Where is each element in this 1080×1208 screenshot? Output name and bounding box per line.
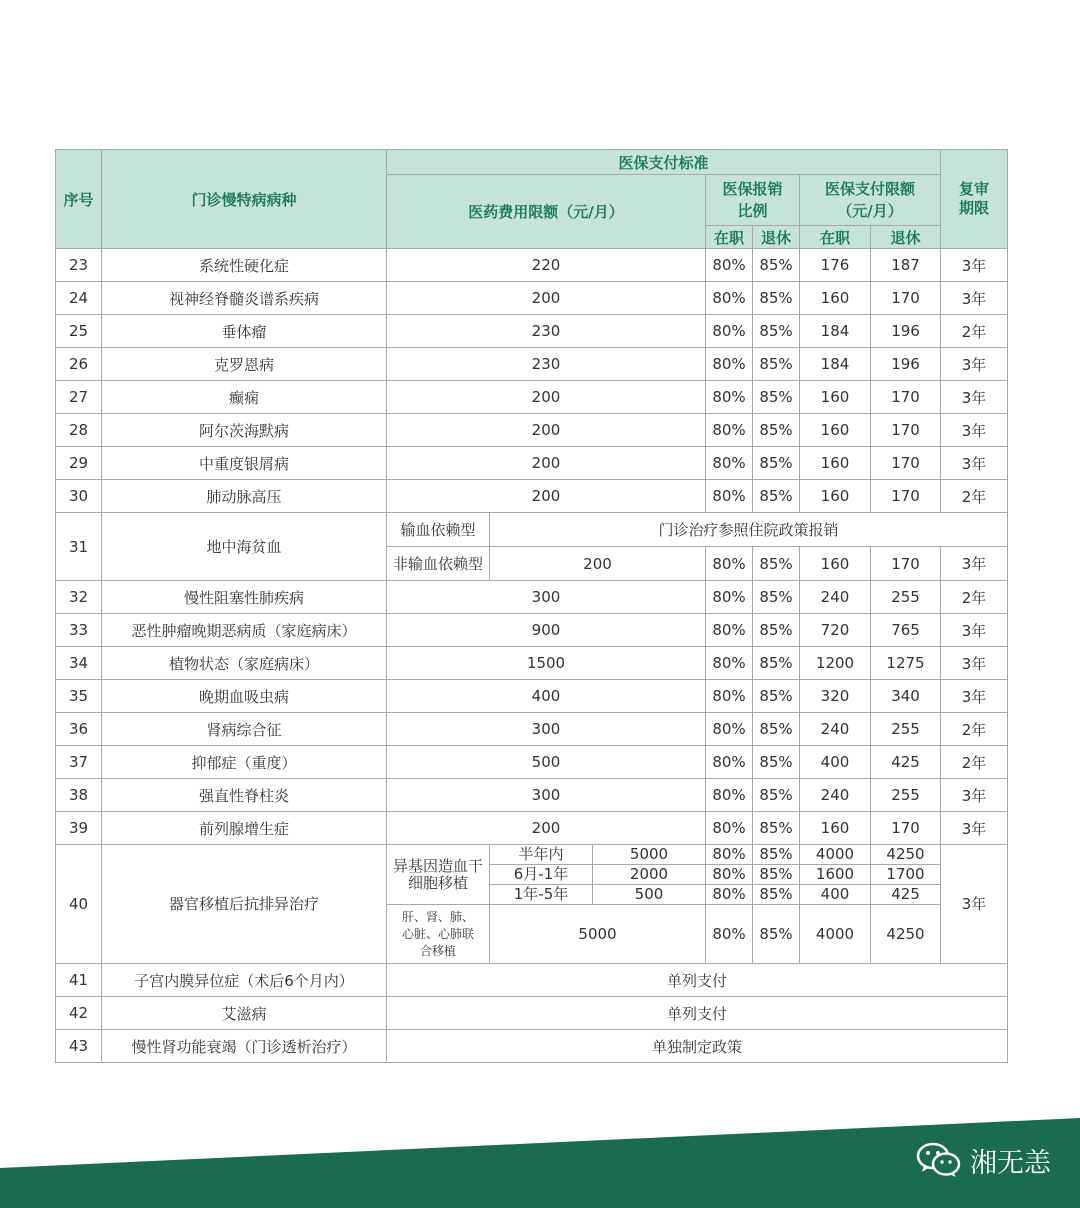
brand-name: 湘无恙 bbox=[970, 1147, 1051, 1179]
table-row: 肝、肾、肺、心脏、心肺联合移植 5000 80% 85% 4000 4250 bbox=[56, 905, 1008, 964]
table-row: 23 系统性硬化症 220 80% 85% 176 187 3年 bbox=[56, 249, 1008, 282]
header-limit: 医药费用限额（元/月） bbox=[387, 175, 706, 249]
table-row: 41 子宫内膜异位症（术后6个月内） 单列支付 bbox=[56, 964, 1008, 997]
header-seq: 序号 bbox=[56, 150, 102, 249]
table-row: 33 恶性肿瘤晚期恶病质（家庭病床） 900 80% 85% 720 765 3年 bbox=[56, 614, 1008, 647]
table-row: 43 慢性肾功能衰竭（门诊透析治疗） 单独制定政策 bbox=[56, 1030, 1008, 1063]
table-row: 6月-1年 2000 80% 85% 1600 1700 bbox=[56, 865, 1008, 885]
header-ratio: 医保报销比例 bbox=[706, 175, 800, 226]
table-row: 25 垂体瘤 230 80% 85% 184 196 2年 bbox=[56, 315, 1008, 348]
table-row: 35 晚期血吸虫病 400 80% 85% 320 340 3年 bbox=[56, 680, 1008, 713]
table-row: 40 器官移植后抗排异治疗 异基因造血干细胞移植 半年内 5000 80% 85% 4000 4250 3年 bbox=[56, 845, 1008, 865]
header-review: 复审期限 bbox=[941, 150, 1008, 249]
table-row: 24 视神经脊髓炎谱系疾病 200 80% 85% 160 170 3年 bbox=[56, 282, 1008, 315]
table-row: 30 肺动脉高压 200 80% 85% 160 170 2年 bbox=[56, 480, 1008, 513]
table-row: 28 阿尔茨海默病 200 80% 85% 160 170 3年 bbox=[56, 414, 1008, 447]
table-row: 26 克罗恩病 230 80% 85% 184 196 3年 bbox=[56, 348, 1008, 381]
table-row: 38 强直性脊柱炎 300 80% 85% 240 255 3年 bbox=[56, 779, 1008, 812]
header-pay-working: 在职 bbox=[800, 226, 871, 249]
table-row: 32 慢性阻塞性肺疾病 300 80% 85% 240 255 2年 bbox=[56, 581, 1008, 614]
header-pay-retired: 退休 bbox=[871, 226, 941, 249]
table-row: 1年-5年 500 80% 85% 400 425 bbox=[56, 885, 1008, 905]
table-row: 31 地中海贫血 输血依赖型 门诊治疗参照住院政策报销 bbox=[56, 513, 1008, 547]
header-pay-limit: 医保支付限额（元/月） bbox=[800, 175, 941, 226]
table-row: 42 艾滋病 单列支付 bbox=[56, 997, 1008, 1030]
table-row: 27 癫痫 200 80% 85% 160 170 3年 bbox=[56, 381, 1008, 414]
header-standard: 医保支付标准 bbox=[387, 150, 941, 175]
table-row: 39 前列腺增生症 200 80% 85% 160 170 3年 bbox=[56, 812, 1008, 845]
header-disease: 门诊慢特病病种 bbox=[102, 150, 387, 249]
table-row: 37 抑郁症（重度） 500 80% 85% 400 425 2年 bbox=[56, 746, 1008, 779]
policy-table bbox=[55, 149, 1008, 1063]
table-row: 34 植物状态（家庭病床） 1500 80% 85% 1200 1275 3年 bbox=[56, 647, 1008, 680]
wechat-icon bbox=[916, 1141, 962, 1179]
header-ratio-retired: 退休 bbox=[753, 226, 800, 249]
header-ratio-working: 在职 bbox=[706, 226, 753, 249]
table-row: 29 中重度银屑病 200 80% 85% 160 170 3年 bbox=[56, 447, 1008, 480]
brand-logo bbox=[916, 1140, 1051, 1180]
table-row: 非输血依赖型 200 80% 85% 160 170 3年 bbox=[56, 547, 1008, 581]
table-row: 36 肾病综合征 300 80% 85% 240 255 2年 bbox=[56, 713, 1008, 746]
